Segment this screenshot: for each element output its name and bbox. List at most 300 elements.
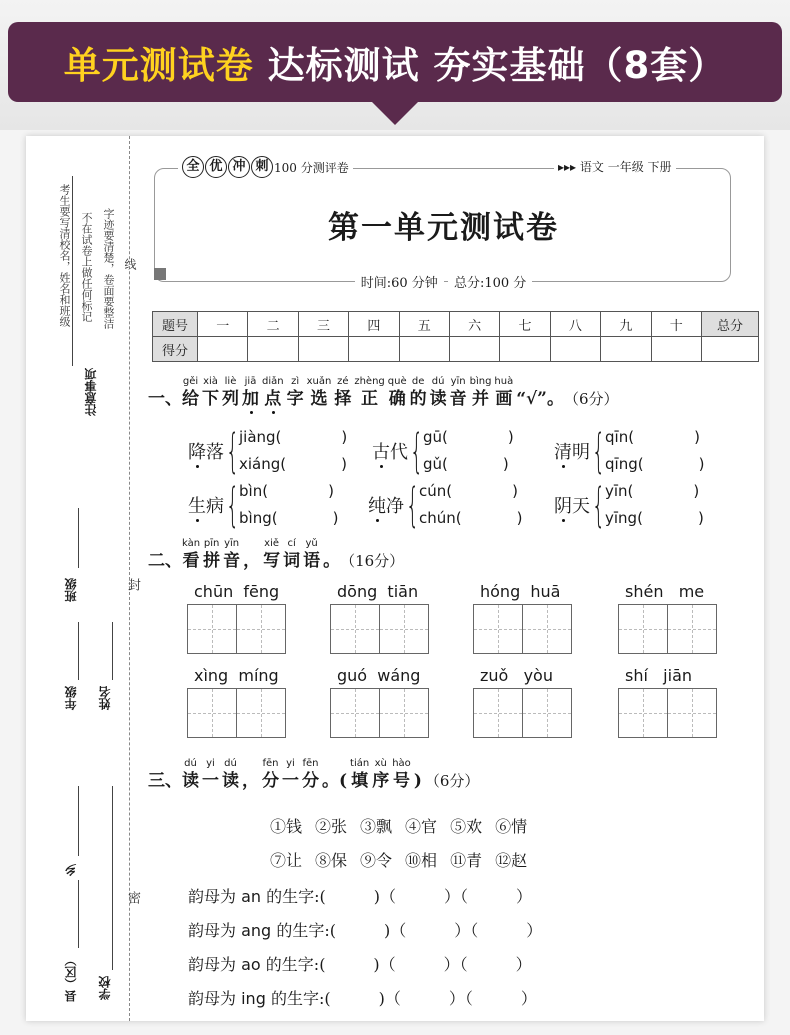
pinyin-annotation: yi [206,758,215,769]
township-underline[interactable] [78,786,79,856]
question-3-points: （6分） [424,772,480,790]
pinyin-annotation: xià [203,376,218,387]
choice-options [605,424,704,478]
ruby-char [223,538,240,572]
notice-title: 注意事项 [84,368,98,416]
ruby-char [203,538,220,572]
choice-option[interactable] [419,478,522,505]
brace-icon: { [226,478,240,532]
numbered-char: ⑩相 [405,851,438,870]
question-3-ruby-line [148,758,479,792]
hanzi-char: 分 [262,771,279,791]
hanzi-char: 音 [223,551,241,571]
pinyin-annotation: tián [350,758,370,769]
choice-options [605,478,704,532]
hanzi-char: 画 [495,389,513,409]
hanzi-char: 。( [322,771,348,791]
option-close: ) [694,428,700,446]
score-table [152,311,759,362]
ruby-char [388,376,407,410]
choice-word [554,492,590,518]
pinyin-annotation: hào [392,758,411,769]
choice-char: 净 [386,496,404,517]
writing-cell[interactable] [379,604,429,654]
total-score-cell[interactable] [702,337,759,362]
pinyin-word: chūn fēng [194,582,280,601]
writing-cell[interactable] [473,604,523,654]
question-number: 四 [349,312,399,337]
pinyin-annotation: què [387,376,407,387]
hanzi-char: 看 [182,551,200,571]
ruby-char [410,376,427,410]
pinyin-annotation: dú [184,758,197,769]
ruby-char [322,770,347,792]
writing-grid [619,688,717,738]
brand-suffix: 100 分测评卷 [274,160,349,175]
ruby-char [372,758,389,792]
dotted-char: 清 [554,442,572,463]
ruby-char [494,376,513,410]
choice-option[interactable] [423,451,514,478]
hanzi-char: 一 [282,771,299,791]
option-close: ) [697,509,704,527]
fill-pinyin: an [241,887,262,906]
pinyin-annotation: xiě [264,538,280,549]
exam-total: 总分:100 分 [448,276,532,291]
binding-margin [26,136,146,1021]
pinyin-word: shén me [625,582,705,601]
ruby-char [302,758,319,792]
fill-prefix: 韵母为 [188,887,237,906]
pinyin-annotation: fēn [262,758,279,769]
banner-bar [8,22,782,102]
fill-suffix: 的生字:( )（ ）（ ） [266,887,533,906]
writing-cell[interactable] [330,688,380,738]
option-close: ) [698,455,705,473]
township-label: 乡 [64,864,78,876]
question-1-ruby-line [148,376,619,410]
pinyin-annotation: gěi [182,376,199,387]
question-1-points: （6分） [563,390,619,408]
notice-line-2: 不在试卷上做任何标记 [80,212,93,322]
ruby-char [303,538,320,572]
ruby-char [182,538,200,572]
hanzi-char: ) [413,771,422,791]
ruby-char [450,376,467,410]
pinyin-annotation: yi [286,758,295,769]
exam-paper [26,136,764,1021]
ruby-char [414,770,422,792]
choice-word [188,438,224,464]
pinyin-annotation: fēn [302,758,319,769]
brace-icon: { [406,478,420,532]
school-label: 学校 [98,976,112,1000]
hanzi-char: 分 [302,771,319,791]
fill-in-line[interactable] [188,918,542,941]
brand [178,156,353,178]
pronunciation-choice [372,424,514,478]
choice-option[interactable] [239,505,338,532]
option-pinyin: bìng( [239,509,278,527]
numbered-char: ①钱 [270,817,303,836]
choice-char: 代 [390,442,408,463]
question-number: 八 [550,312,600,337]
hanzi-char: ， [243,551,261,571]
choice-options [239,424,347,478]
question-3-prefix: 三、 [148,771,182,791]
hanzi-char: 的 [409,389,427,409]
brace-icon: { [592,478,606,532]
fill-prefix: 韵母为 [188,989,237,1008]
score-table-header: 题号 [153,312,198,337]
grade-underline[interactable] [78,622,79,680]
ruby-char [202,376,219,410]
pinyin-annotation: de [411,376,425,387]
score-row-header: 得分 [153,337,198,362]
pinyin-annotation: dú [431,376,445,387]
question-number: 三 [298,312,348,337]
hanzi-char: 音 [449,389,467,409]
option-pinyin: gǔ( [423,455,448,473]
pinyin-word: shí jiān [625,666,693,685]
school-underline[interactable] [112,786,113,970]
question-2-title [148,538,404,572]
class-label: 班级 [64,578,78,602]
writing-cell[interactable] [618,688,668,738]
writing-grid [331,604,429,654]
option-close: ) [512,482,518,500]
choice-options [419,478,522,532]
numbered-char: ⑤欢 [450,817,483,836]
score-cell[interactable] [550,337,600,362]
question-number: 一 [198,312,248,337]
hanzi-char: 下 [202,389,219,409]
fill-in-line[interactable] [188,884,532,907]
hanzi-char: 列 [222,389,239,409]
option-pinyin: yīn( [605,482,634,500]
pinyin-word: guó wáng [337,666,421,685]
score-cell[interactable] [349,337,399,362]
fill-suffix: 的生字:( )（ ）（ ） [276,921,543,940]
score-cell[interactable] [248,337,298,362]
banner-arrow-icon [371,101,419,125]
total-score-header: 总分 [702,312,759,337]
hanzi-char: 一 [202,771,219,791]
choice-option[interactable] [419,505,522,532]
cut-line-label: 线 [123,258,137,270]
writing-cell[interactable] [522,604,572,654]
writing-cell[interactable] [522,688,572,738]
pronunciation-choice [188,424,347,478]
score-cell[interactable] [399,337,449,362]
hanzi-char: 号 [393,771,411,791]
option-pinyin: qīn( [605,428,635,446]
pinyin-annotation: xuǎn [306,376,332,387]
ruby-char [287,376,304,410]
pinyin-word: zuǒ yòu [480,666,553,685]
writing-grid [474,604,572,654]
hanzi-char: 正 [361,389,379,409]
class-underline[interactable] [78,508,79,568]
brand-char: 冲 [228,156,250,178]
cut-seal-label: 封 [125,578,140,591]
score-cell[interactable] [500,337,550,362]
county-label: 县（区） [64,954,78,1002]
choice-options [423,424,514,478]
pinyin-annotation: diǎn [262,376,284,387]
writing-cell[interactable] [236,688,286,738]
question-number: 十 [651,312,701,337]
fill-suffix: 的生字:( )（ ）（ ） [265,955,532,974]
ruby-char [430,376,447,410]
ruby-char [470,376,492,410]
ruby-char [283,538,300,572]
notice-line-3: 字迹要清楚，卷面要整洁 [102,208,115,329]
ruby-char [182,758,199,792]
hanzi-char: 读 [222,771,239,791]
hanzi-char: 确 [388,389,406,409]
hanzi-char: 字 [286,389,304,409]
writing-cell[interactable] [473,688,523,738]
question-number: 六 [449,312,499,337]
brace-icon: { [226,424,240,478]
character-row-2 [270,848,540,871]
pinyin-word: dōng tiān [337,582,419,601]
ruby-char [262,758,279,792]
numbered-char: ②张 [315,817,348,836]
brace-icon: { [592,424,606,478]
fill-in-line[interactable] [188,952,532,975]
notice-border [72,176,73,366]
writing-cell[interactable] [187,604,237,654]
pinyin-annotation: yīn [450,376,466,387]
subject-info: ▸▸▸ 语文 一年级 下册 [554,158,676,175]
dotted-char: 古 [372,442,390,463]
fill-pinyin: ing [241,989,266,1008]
writing-grid [331,688,429,738]
question-1-chars [182,376,516,410]
question-2-chars [182,538,323,572]
fill-pinyin: ao [241,955,261,974]
writing-grid [474,688,572,738]
question-number: 九 [601,312,651,337]
fill-pinyin: ang [241,921,272,940]
score-cell[interactable] [198,337,248,362]
dotted-char: 阴 [554,496,572,517]
choice-word [368,492,404,518]
question-number: 七 [500,312,550,337]
writing-grid [619,604,717,654]
score-cell[interactable] [601,337,651,362]
option-pinyin: bìn( [239,482,269,500]
hanzi-char: 并 [472,389,490,409]
name-label: 姓名 [98,686,112,710]
pronunciation-choice [554,424,704,478]
choice-option[interactable] [605,505,704,532]
choice-option[interactable] [239,424,347,451]
ruby-char [282,758,299,792]
numbered-char: ⑪青 [450,851,483,870]
ruby-char [262,376,284,410]
ruby-char [392,758,411,792]
question-2-points: （16分） [340,552,405,570]
writing-cell[interactable] [379,688,429,738]
writing-cell[interactable] [187,688,237,738]
option-close: ) [341,455,347,473]
fill-in-line[interactable] [188,986,537,1009]
writing-cell[interactable] [330,604,380,654]
ruby-char [222,758,239,792]
choice-char: 天 [572,496,590,517]
writing-cell[interactable] [618,604,668,654]
choice-word [188,492,224,518]
score-table-row [153,337,759,362]
hanzi-char: 词 [283,551,301,571]
question-2-ruby-line [148,538,404,572]
hanzi-char: 拼 [203,551,221,571]
ruby-char [334,376,351,410]
pinyin-annotation: yǔ [305,538,318,549]
pinyin-annotation: yīn [224,538,240,549]
hanzi-char: 加 [242,389,259,409]
hanzi-char: ， [242,771,259,791]
pinyin-annotation: cí [287,538,296,549]
choice-option[interactable] [239,478,338,505]
pinyin-annotation: dú [224,758,237,769]
choice-option[interactable] [605,424,704,451]
question-1-prefix: 一、 [148,389,182,409]
ruby-char [182,376,199,410]
name-underline[interactable] [112,622,113,680]
choice-char: 明 [572,442,590,463]
choice-option[interactable] [605,478,704,505]
ruby-char [354,376,384,410]
hanzi-char: 选 [310,389,328,409]
banner-title-rest: 达标测试 夯实基础（8套） [267,44,727,87]
fill-prefix: 韵母为 [188,921,237,940]
county-underline[interactable] [78,880,79,948]
writing-cell[interactable] [667,604,717,654]
question-2-prefix: 二、 [148,551,182,571]
hanzi-char: 读 [429,389,447,409]
hanzi-char: 择 [334,389,352,409]
question-1-suffix: “√”。 [516,389,564,409]
option-pinyin: qīng( [605,455,644,473]
pinyin-annotation: zé [337,376,349,387]
pronunciation-choice [188,478,338,532]
option-close: ) [516,509,523,527]
dotted-char: 降 [188,442,206,463]
numbered-char: ⑧保 [315,851,348,870]
option-pinyin: cún( [419,482,453,500]
exam-meta [156,272,731,291]
hanzi-char: 填 [351,771,369,791]
choice-char: 落 [206,442,224,463]
hanzi-char: 读 [182,771,199,791]
numbered-char: ⑦让 [270,851,303,870]
dotted-char: 生 [188,496,206,517]
hanzi-char: 点 [264,389,282,409]
choice-word [372,438,408,464]
option-pinyin: gū( [423,428,448,446]
notice-line-1: 考生要写清校名，姓名和班级 [58,184,71,327]
numbered-char: ⑫赵 [495,851,528,870]
pinyin-annotation: huà [494,376,514,387]
choice-word [554,438,590,464]
ruby-char [242,376,259,410]
question-number: 二 [248,312,298,337]
numbered-char: ④官 [405,817,438,836]
option-close: ) [507,428,514,446]
banner [0,0,790,130]
option-close: ) [328,482,334,500]
hanzi-char: 写 [263,551,281,571]
option-pinyin: xiáng( [239,455,287,473]
ruby-char [242,770,259,792]
option-close: ) [341,428,348,446]
pinyin-word: xìng míng [194,666,279,685]
pinyin-annotation: bìng [469,376,492,387]
pinyin-annotation: pīn [203,538,220,549]
score-table-row [153,312,759,337]
numbered-char: ③飘 [360,817,393,836]
pinyin-annotation: zhèng [354,376,385,387]
ruby-char [222,376,239,410]
score-cell[interactable] [449,337,499,362]
ruby-char [202,758,219,792]
writing-cell[interactable] [236,604,286,654]
question-3-chars [182,758,425,792]
hanzi-char: 语 [303,551,321,571]
hanzi-char: 序 [372,771,390,791]
score-cell[interactable] [298,337,348,362]
fill-suffix: 的生字:( )（ ）（ ） [270,989,537,1008]
brace-icon: { [410,424,424,478]
score-cell[interactable] [651,337,701,362]
choice-char: 病 [206,496,224,517]
writing-grid [188,604,286,654]
option-close: ) [693,482,700,500]
banner-title [64,35,727,89]
question-number: 五 [399,312,449,337]
brand-char: 刺 [251,156,273,178]
option-close: ) [332,509,339,527]
grade-label: 年级 [64,686,78,710]
writing-cell[interactable] [667,688,717,738]
choice-option[interactable] [423,424,514,451]
option-close: ) [502,455,509,473]
pronunciation-choice [368,478,522,532]
numbered-char: ⑨令 [360,851,393,870]
pinyin-annotation: zì [291,376,300,387]
fill-prefix: 韵母为 [188,955,237,974]
ruby-char [350,758,369,792]
question-1-title [148,376,619,410]
question-3-title [148,758,479,792]
exam-time: 时间:60 分钟 [355,276,444,291]
pinyin-annotation: xù [374,758,387,769]
option-pinyin: jiàng( [239,428,282,446]
choice-option[interactable] [605,451,704,478]
option-pinyin: chún( [419,509,462,527]
pronunciation-choice [554,478,704,532]
ruby-char [243,550,260,572]
writing-grid [188,688,286,738]
question-2-suffix: 。 [323,551,341,571]
ruby-char [307,376,332,410]
pinyin-annotation: kàn [182,538,201,549]
choice-option[interactable] [239,451,347,478]
